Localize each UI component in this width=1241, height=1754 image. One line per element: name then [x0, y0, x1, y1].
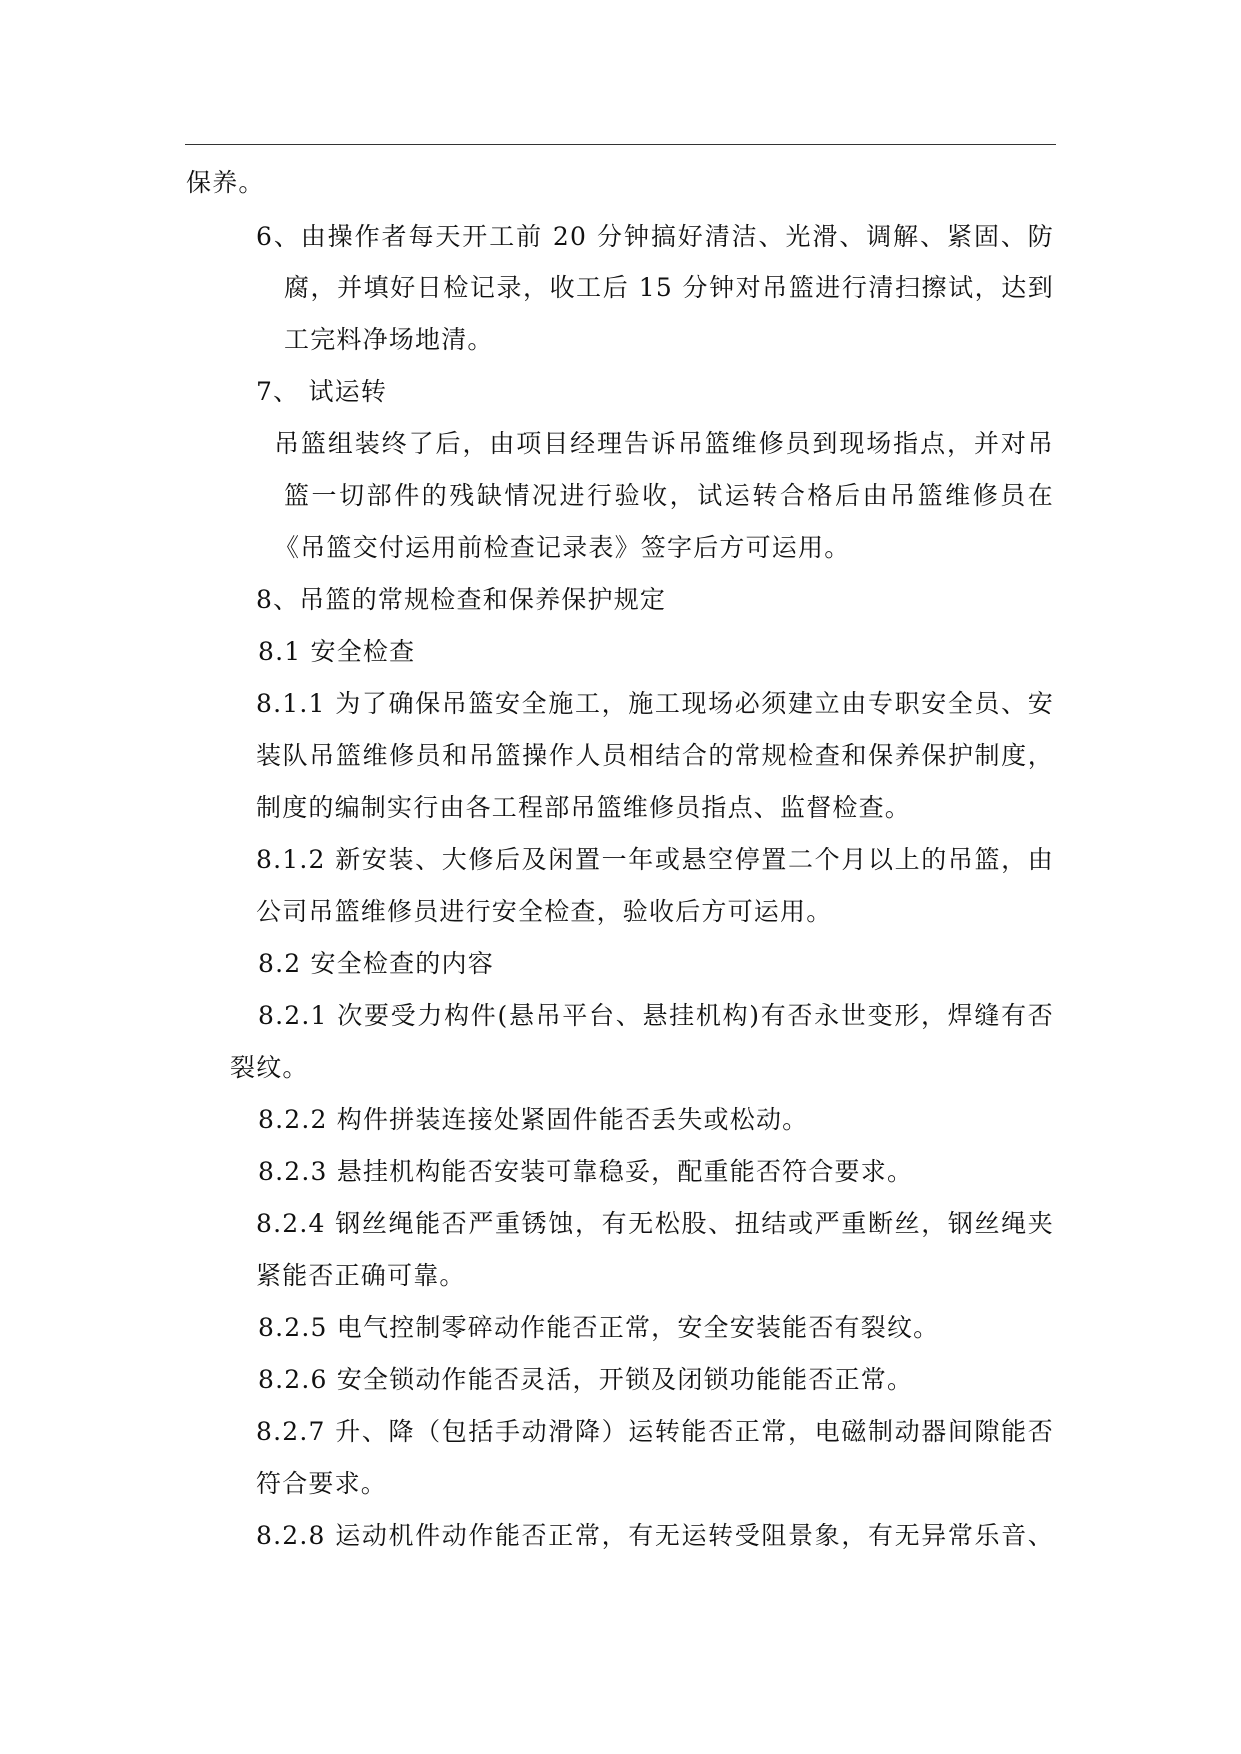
text-line: 8.2.1 次要受力构件(悬吊平台、悬挂机构)有否永世变形，焊缝有否: [258, 1001, 1054, 1030]
text-line: 8.2.6 安全锁动作能否灵活，开锁及闭锁功能能否正常。: [258, 1365, 914, 1394]
text-line: 8.2.7 升、降（包括手动滑降）运转能否正常，电磁制动器间隙能否: [256, 1417, 1054, 1446]
text-line: 装队吊篮维修员和吊篮操作人员相结合的常规检查和保养保护制度，: [256, 741, 1054, 770]
text-line: 8.1.1 为了确保吊篮安全施工，施工现场必须建立由专职安全员、安: [256, 689, 1054, 718]
text-line: 裂纹。: [230, 1053, 309, 1082]
text-line: 8、吊篮的常规检查和保养保护规定: [256, 585, 667, 614]
header-rule: [185, 144, 1056, 145]
text-line: 腐，并填好日检记录，收工后 15 分钟对吊篮进行清扫擦试，达到: [284, 273, 1054, 302]
text-line: 紧能否正确可靠。: [256, 1261, 466, 1290]
text-line: 符合要求。: [256, 1469, 388, 1498]
text-line: 8.2 安全检查的内容: [258, 949, 494, 978]
text-line: 8.1.2 新安装、大修后及闲置一年或悬空停置二个月以上的吊篮，由: [256, 845, 1054, 874]
text-line: 制度的编制实行由各工程部吊篮维修员指点、监督检查。: [256, 793, 912, 822]
text-line: 工完料净场地清。: [284, 325, 494, 354]
text-line: 7、 试运转: [256, 377, 388, 406]
text-line: 保养。: [186, 168, 265, 197]
text-line: 《吊篮交付运用前检查记录表》签字后方可运用。: [274, 533, 851, 562]
text-line: 8.2.3 悬挂机构能否安装可靠稳妥，配重能否符合要求。: [258, 1157, 914, 1186]
text-line: 6、由操作者每天开工前 20 分钟搞好清洁、光滑、调解、紧固、防: [256, 222, 1054, 251]
text-line: 8.2.5 电气控制零碎动作能否正常，安全安装能否有裂纹。: [258, 1313, 940, 1342]
text-line: 8.2.8 运动机件动作能否正常，有无运转受阻景象，有无异常乐音、: [256, 1521, 1054, 1550]
text-line: 8.2.4 钢丝绳能否严重锈蚀，有无松股、扭结或严重断丝，钢丝绳夹: [256, 1209, 1054, 1238]
text-line: 8.1 安全检查: [258, 637, 416, 666]
text-line: 篮一切部件的残缺情况进行验收，试运转合格后由吊篮维修员在: [284, 481, 1054, 510]
text-line: 吊篮组装终了后，由项目经理告诉吊篮维修员到现场指点，并对吊: [274, 429, 1054, 458]
text-line: 公司吊篮维修员进行安全检查，验收后方可运用。: [256, 897, 833, 926]
text-line: 8.2.2 构件拼装连接处紧固件能否丢失或松动。: [258, 1105, 809, 1134]
